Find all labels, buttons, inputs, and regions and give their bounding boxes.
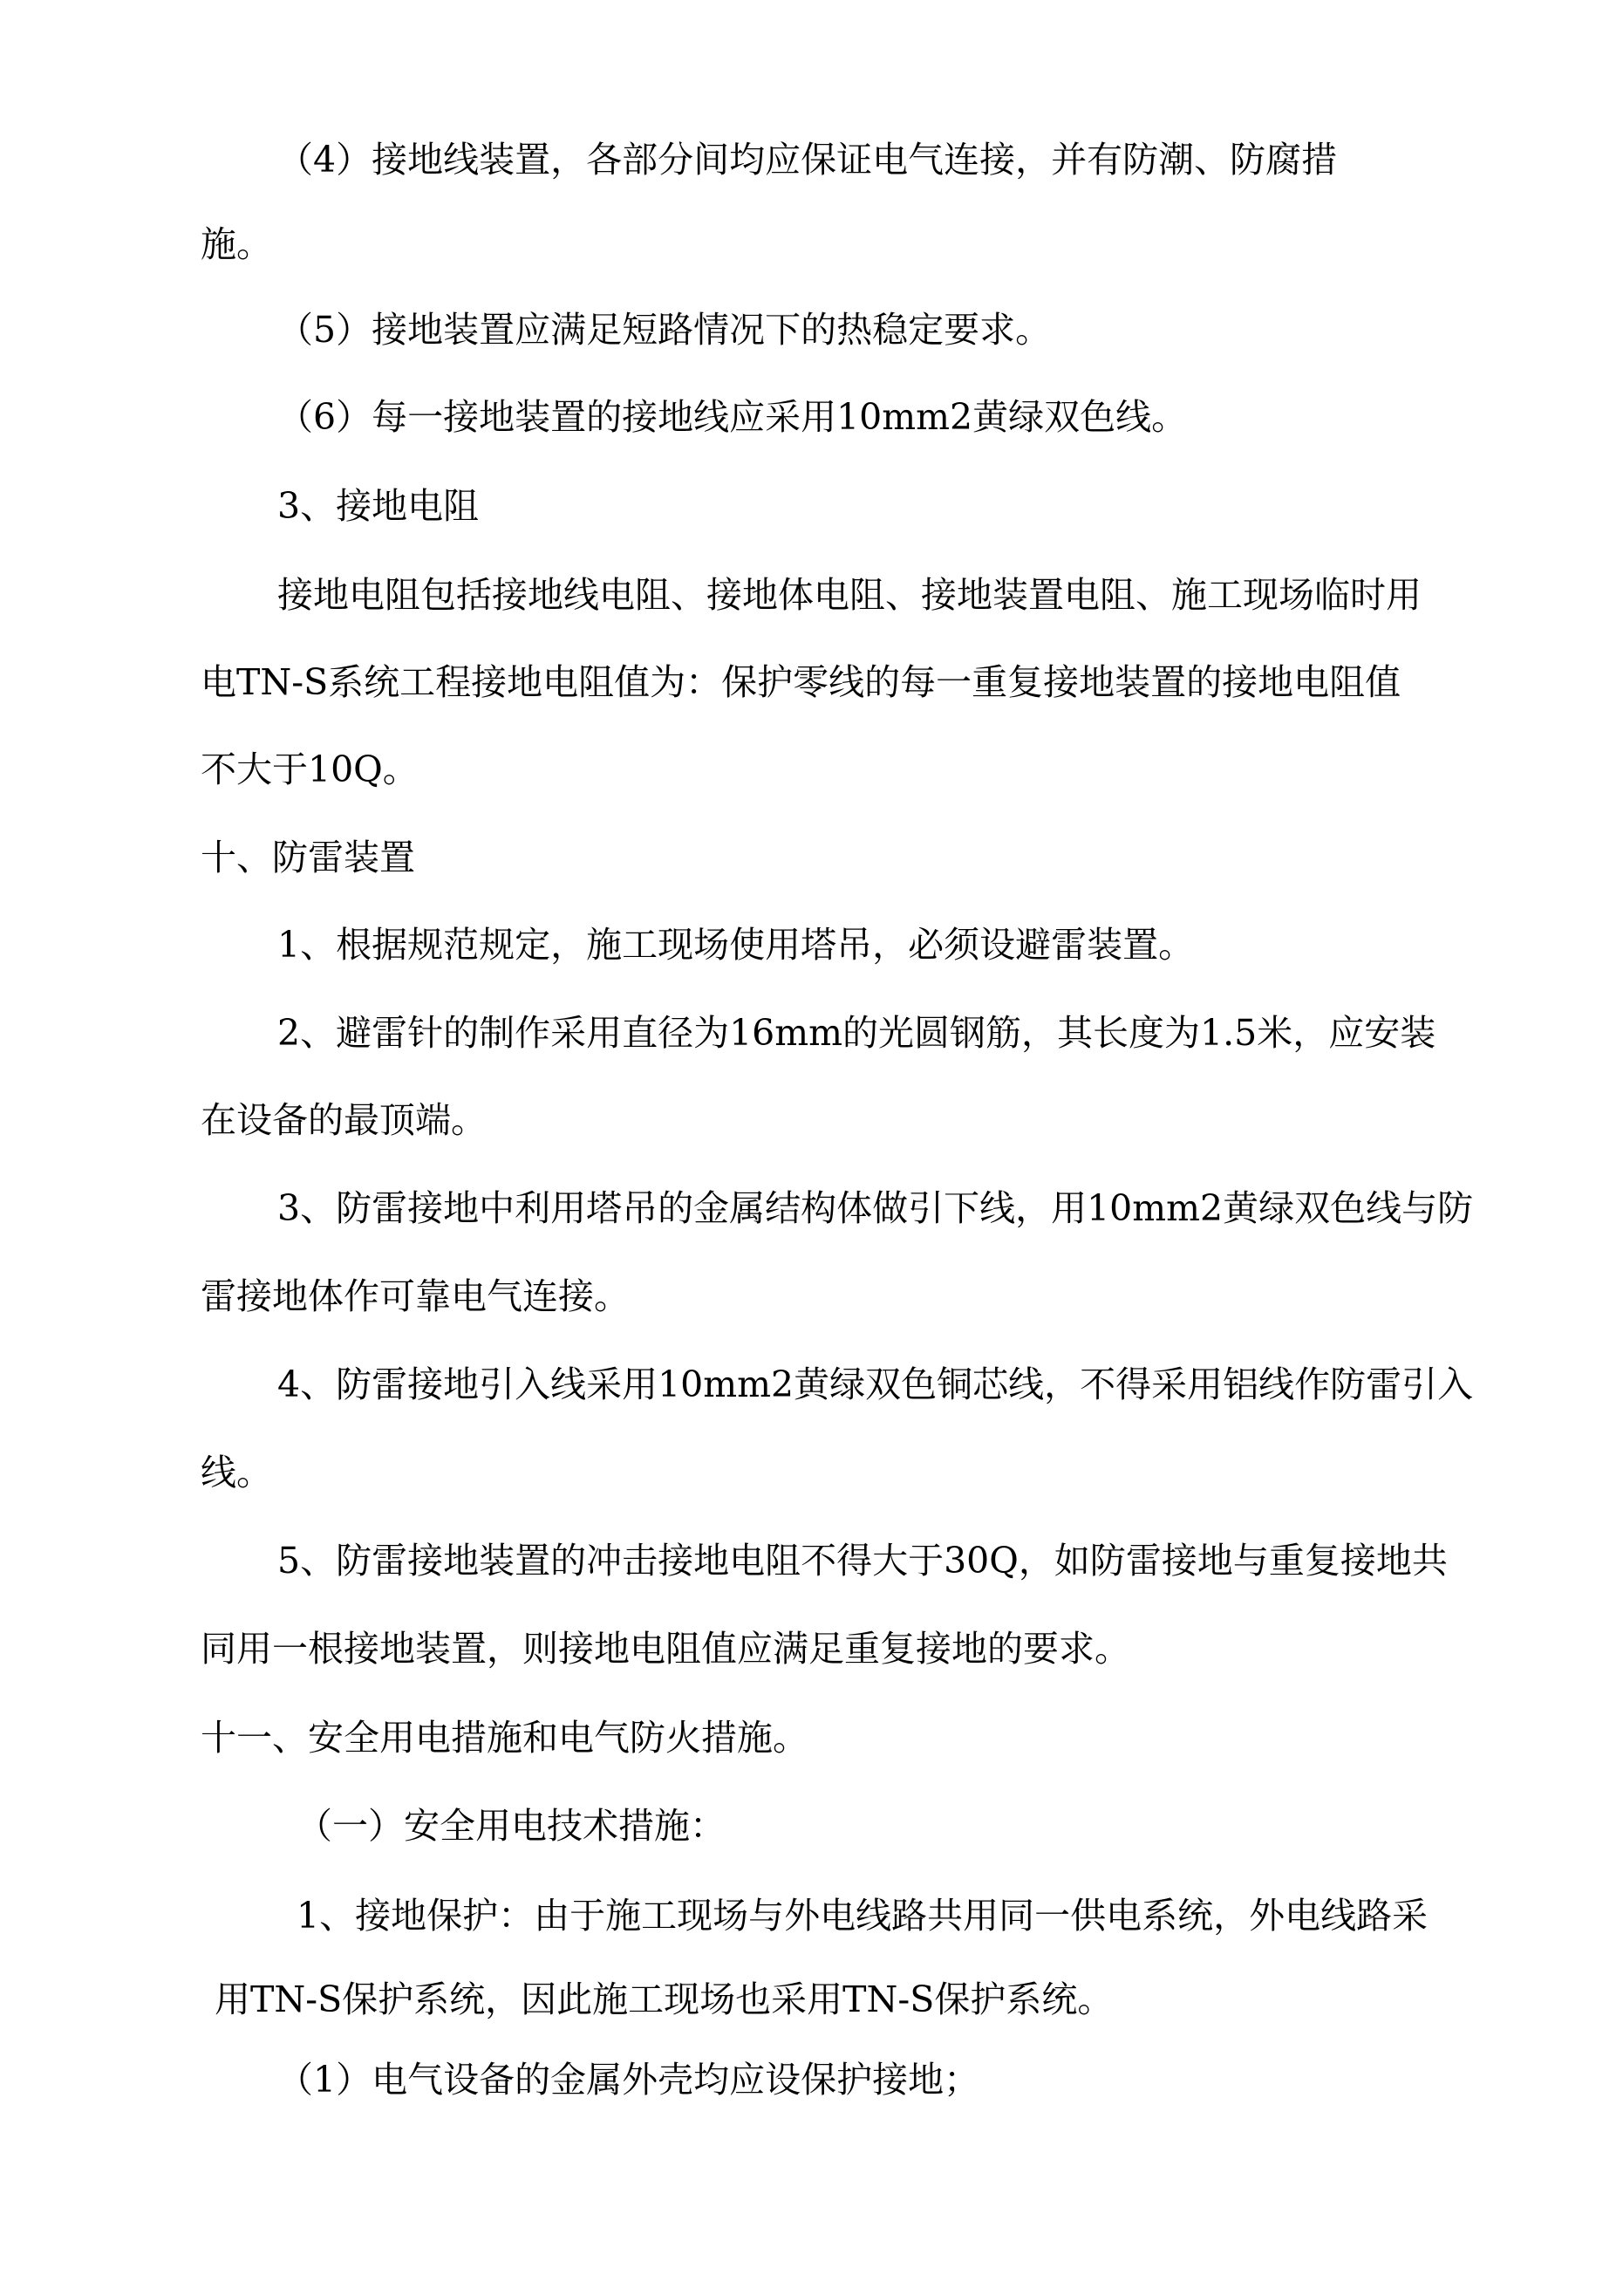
paragraph-line: 4、防雷接地引入线采用10mm2黄绿双色铜芯线，不得采用铝线作防雷引入 bbox=[277, 1363, 1474, 1405]
paragraph-line: 雷接地体作可靠电气连接。 bbox=[201, 1275, 630, 1317]
paragraph-line: 电TN-S系统工程接地电阻值为：保护零线的每一重复接地装置的接地电阻值 bbox=[201, 661, 1401, 703]
paragraph-line: 3、防雷接地中利用塔吊的金属结构体做引下线，用10mm2黄绿双色线与防 bbox=[277, 1187, 1474, 1229]
paragraph-line: 线。 bbox=[201, 1452, 272, 1493]
section-heading: 十一、安全用电措施和电气防火措施。 bbox=[201, 1717, 808, 1759]
paragraph-line: 1、接地保护：由于施工现场与外电线路共用同一供电系统，外电线路采 bbox=[297, 1895, 1429, 1937]
paragraph-line: 1、根据规范规定，施工现场使用塔吊，必须设避雷装置。 bbox=[277, 924, 1195, 966]
paragraph-line: （6）每一接地装置的接地线应采用10mm2黄绿双色线。 bbox=[277, 396, 1188, 438]
paragraph-line: （4）接地线装置，各部分间均应保证电气连接，并有防潮、防腐措 bbox=[277, 139, 1338, 181]
section-heading: 十、防雷装置 bbox=[201, 837, 415, 878]
subsection-heading: （一）安全用电技术措施： bbox=[297, 1805, 726, 1847]
section-heading: 3、接地电阻 bbox=[277, 485, 480, 527]
paragraph-line: 在设备的最顶端。 bbox=[201, 1099, 487, 1141]
paragraph-line: 2、避雷针的制作采用直径为16mm的光圆钢筋，其长度为1.5米，应安装 bbox=[277, 1012, 1436, 1054]
paragraph-line: （1）电气设备的金属外壳均应设保护接地； bbox=[277, 2059, 980, 2101]
paragraph-line: 5、防雷接地装置的冲击接地电阻不得大于30Q，如防雷接地与重复接地共 bbox=[277, 1540, 1448, 1582]
paragraph-line: 用TN-S保护系统，因此施工现场也采用TN-S保护系统。 bbox=[215, 1978, 1114, 2020]
paragraph-line: （5）接地装置应满足短路情况下的热稳定要求。 bbox=[277, 309, 1052, 351]
paragraph-line: 同用一根接地装置，则接地电阻值应满足重复接地的要求。 bbox=[201, 1628, 1130, 1670]
paragraph-line: 不大于10Q。 bbox=[201, 748, 419, 790]
paragraph-line: 接地电阻包括接地线电阻、接地体电阻、接地装置电阻、施工现场临时用 bbox=[277, 574, 1422, 616]
paragraph-line: 施。 bbox=[201, 223, 272, 265]
